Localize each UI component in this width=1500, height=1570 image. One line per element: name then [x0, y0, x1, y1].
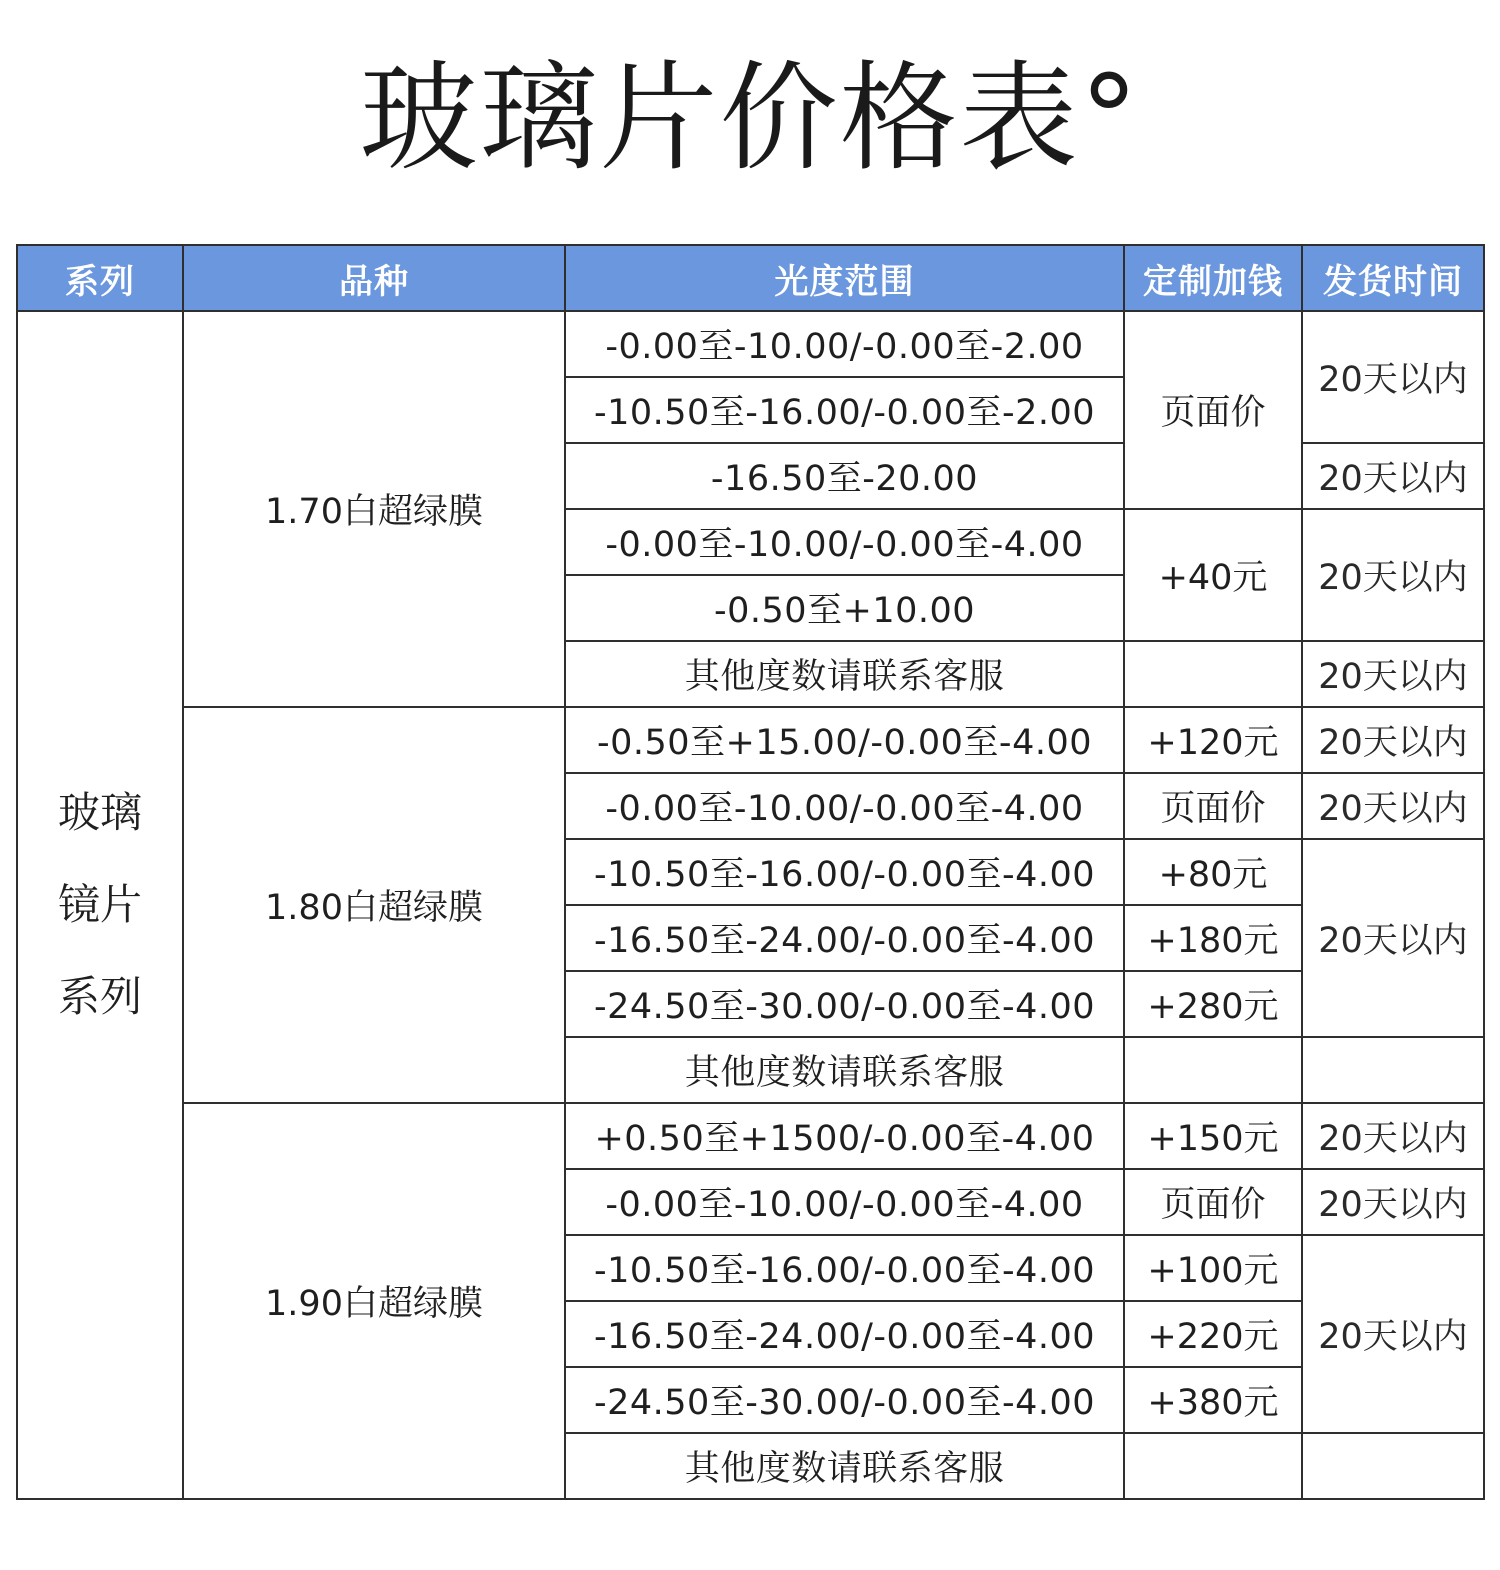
- delivery-cell: 20天以内: [1302, 1103, 1484, 1169]
- delivery-cell: 20天以内: [1302, 443, 1484, 509]
- header-variety: 品种: [183, 245, 565, 311]
- table-row: [17, 1103, 1484, 1169]
- series-cell: [17, 311, 183, 1499]
- delivery-cell: 20天以内: [1302, 839, 1484, 1037]
- surcharge-cell: +180元: [1124, 905, 1302, 971]
- range-cell: -16.50至-20.00: [565, 443, 1124, 509]
- range-cell: -0.50至+15.00/-0.00至-4.00: [565, 707, 1124, 773]
- surcharge-cell: +150元: [1124, 1103, 1302, 1169]
- surcharge-cell: +40元: [1124, 509, 1302, 641]
- delivery-cell: 20天以内: [1302, 311, 1484, 443]
- range-cell: 其他度数请联系客服: [565, 641, 1124, 707]
- header-range: 光度范围: [565, 245, 1124, 311]
- range-cell: +0.50至+1500/-0.00至-4.00: [565, 1103, 1124, 1169]
- range-cell: -0.50至+10.00: [565, 575, 1124, 641]
- range-cell: 其他度数请联系客服: [565, 1433, 1124, 1499]
- range-cell: -24.50至-30.00/-0.00至-4.00: [565, 1367, 1124, 1433]
- header-surcharge: 定制加钱: [1124, 245, 1302, 311]
- delivery-cell: 20天以内: [1302, 1235, 1484, 1433]
- table-row: [17, 311, 1484, 377]
- range-cell: -0.00至-10.00/-0.00至-4.00: [565, 773, 1124, 839]
- range-cell: -24.50至-30.00/-0.00至-4.00: [565, 971, 1124, 1037]
- range-cell: -0.00至-10.00/-0.00至-4.00: [565, 509, 1124, 575]
- surcharge-cell: 页面价: [1124, 773, 1302, 839]
- price-table: [16, 244, 1485, 1500]
- variety-cell: 1.70白超绿膜: [183, 311, 565, 707]
- variety-cell: 1.80白超绿膜: [183, 707, 565, 1103]
- surcharge-cell: +380元: [1124, 1367, 1302, 1433]
- range-cell: -10.50至-16.00/-0.00至-4.00: [565, 839, 1124, 905]
- table-row: [17, 707, 1484, 773]
- delivery-cell: 20天以内: [1302, 707, 1484, 773]
- delivery-cell: 20天以内: [1302, 1169, 1484, 1235]
- range-cell: -16.50至-24.00/-0.00至-4.00: [565, 1301, 1124, 1367]
- delivery-cell: [1302, 1037, 1484, 1103]
- delivery-cell: 20天以内: [1302, 641, 1484, 707]
- delivery-cell: 20天以内: [1302, 773, 1484, 839]
- surcharge-cell: +80元: [1124, 839, 1302, 905]
- surcharge-cell: [1124, 1433, 1302, 1499]
- surcharge-cell: +220元: [1124, 1301, 1302, 1367]
- range-cell: -16.50至-24.00/-0.00至-4.00: [565, 905, 1124, 971]
- series-line: 镜片: [57, 880, 142, 929]
- surcharge-cell: 页面价: [1124, 311, 1302, 509]
- variety-cell: 1.90白超绿膜: [183, 1103, 565, 1499]
- surcharge-cell: +100元: [1124, 1235, 1302, 1301]
- page-title: 玻璃片价格表°: [359, 49, 1141, 187]
- table-header-row: [17, 245, 1484, 311]
- surcharge-cell: +120元: [1124, 707, 1302, 773]
- delivery-cell: [1302, 1433, 1484, 1499]
- range-cell: 其他度数请联系客服: [565, 1037, 1124, 1103]
- header-delivery: 发货时间: [1302, 245, 1484, 311]
- range-cell: -10.50至-16.00/-0.00至-4.00: [565, 1235, 1124, 1301]
- surcharge-cell: [1124, 641, 1302, 707]
- surcharge-cell: [1124, 1037, 1302, 1103]
- series-line: 系列: [57, 972, 142, 1021]
- range-cell: -10.50至-16.00/-0.00至-2.00: [565, 377, 1124, 443]
- range-cell: -0.00至-10.00/-0.00至-4.00: [565, 1169, 1124, 1235]
- series-line: 玻璃: [57, 788, 142, 837]
- header-series: 系列: [17, 245, 183, 311]
- surcharge-cell: +280元: [1124, 971, 1302, 1037]
- surcharge-cell: 页面价: [1124, 1169, 1302, 1235]
- range-cell: -0.00至-10.00/-0.00至-2.00: [565, 311, 1124, 377]
- delivery-cell: 20天以内: [1302, 509, 1484, 641]
